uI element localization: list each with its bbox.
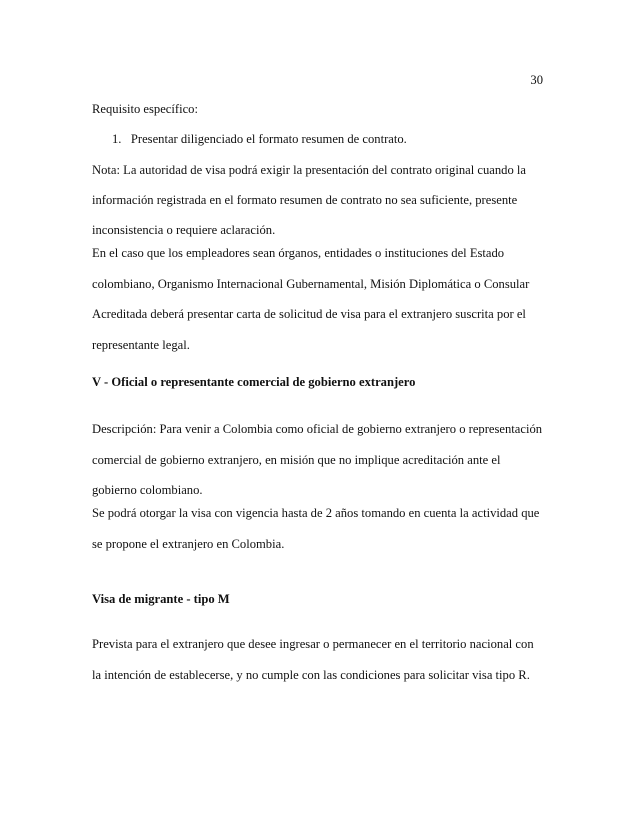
requisito-heading: Requisito específico: xyxy=(92,102,198,116)
section-heading-v: V - Oficial o representante comercial de gobierno extranjero xyxy=(92,375,416,389)
otorgar-line: se propone el extranjero en Colombia. xyxy=(92,537,285,551)
section-heading-m: Visa de migrante - tipo M xyxy=(92,592,230,606)
prevista-line: la intención de establecerse, y no cumple con las condiciones para solicitar visa tipo R. xyxy=(92,668,530,682)
nota-line: inconsistencia o requiere aclaración. xyxy=(92,223,276,237)
otorgar-line: Se podrá otorgar la visa con vigencia hasta de 2 años tomando en cuenta la actividad que xyxy=(92,506,540,520)
descripcion-line: Descripción: Para venir a Colombia como oficial de gobierno extranjero o representación xyxy=(92,422,543,436)
nota-line: información registrada en el formato resumen de contrato no sea suficiente, presente xyxy=(92,193,518,207)
page-number: 30 xyxy=(530,73,543,87)
caso-line: Acreditada deberá presentar carta de solicitud de visa para el extranjero suscrita por el xyxy=(92,307,526,321)
descripcion-line: comercial de gobierno extranjero, en misión que no implique acreditación ante el xyxy=(92,453,501,467)
caso-line: representante legal. xyxy=(92,338,190,352)
caso-line: colombiano, Organismo Internacional Gubernamental, Misión Diplomática o Consular xyxy=(92,277,530,291)
list-item: 1. Presentar diligenciado el formato resumen de contrato. xyxy=(112,132,407,146)
caso-line: En el caso que los empleadores sean órganos, entidades o instituciones del Estado xyxy=(92,246,505,260)
descripcion-line: gobierno colombiano. xyxy=(92,483,203,497)
nota-line: Nota: La autoridad de visa podrá exigir la presentación del contrato original cuando la xyxy=(92,163,526,177)
prevista-line: Prevista para el extranjero que desee ingresar o permanecer en el territorio nacional con xyxy=(92,637,534,651)
